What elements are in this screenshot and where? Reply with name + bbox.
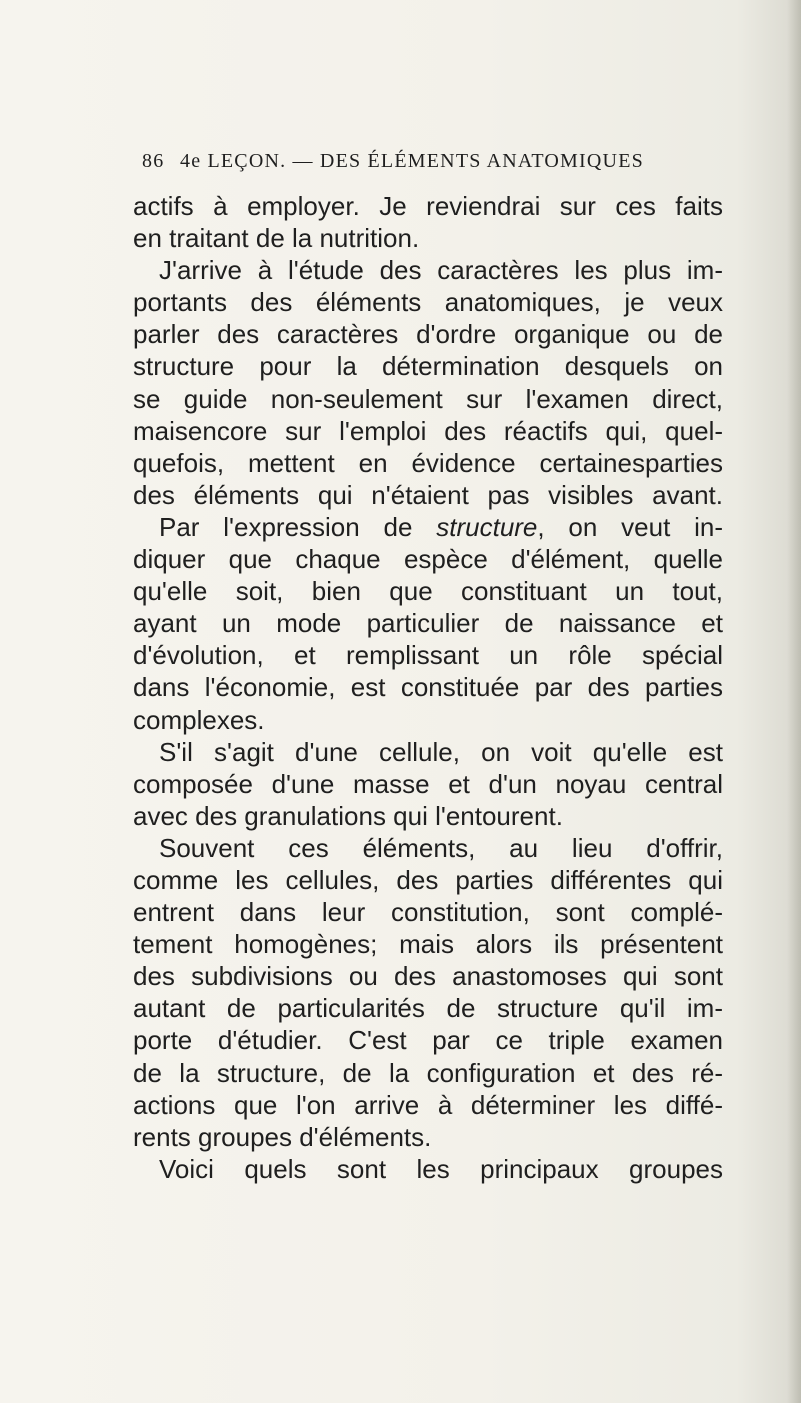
text-line: avec des granulations qui l'entourent. [133, 800, 563, 831]
text-line: structure pour la détermination desquels on [133, 351, 723, 382]
text-line: rents groupes d'éléments. [133, 1121, 432, 1152]
text-line: quefois, mettent en évidence certainesparties [133, 447, 723, 478]
running-title: 4e LEÇON. — DES ÉLÉMENTS ANATOMIQUES [180, 150, 644, 172]
text-line: Voici quels sont les principaux groupes [159, 1153, 723, 1184]
page-number: 86 [142, 150, 165, 172]
italic-term: structure [436, 511, 538, 542]
body-text [133, 190, 723, 1185]
text-line: en traitant de la nutrition. [133, 223, 420, 254]
text-line: maisencore sur l'emploi des réactifs qui, quel- [133, 415, 723, 446]
text-line: de la structure, de la configuration et des ré- [133, 1057, 723, 1088]
text-line: J'arrive à l'étude des caractères les plus im- [159, 255, 723, 286]
text-line: se guide non-seulement sur l'examen direct, [133, 383, 723, 414]
text-line: portants des éléments anatomiques, je veux [133, 287, 723, 318]
text-line: complexes. [133, 704, 265, 735]
text-line: ayant un mode particulier de naissance et [133, 608, 723, 639]
running-head [142, 150, 702, 180]
text-segment: , on veut in- [537, 511, 723, 542]
text-line: entrent dans leur constitution, sont complé- [133, 897, 723, 928]
text-line: des subdivisions ou des anastomoses qui sont [133, 961, 723, 992]
text-line: porte d'étudier. C'est par ce triple examen [133, 1025, 723, 1056]
text-line: Souvent ces éléments, au lieu d'offrir, [159, 832, 723, 863]
text-line: tement homogènes; mais alors ils présentent [133, 929, 723, 960]
text-line: composée d'une masse et d'un noyau central [133, 768, 723, 799]
text-line: comme les cellules, des parties différentes qui [133, 864, 723, 895]
text-line: d'évolution, et remplissant un rôle spécial [133, 640, 723, 671]
text-line: actifs à employer. Je reviendrai sur ces faits [133, 191, 723, 221]
text-line: actions que l'on arrive à déterminer les diffé- [133, 1089, 723, 1120]
text-line: diquer que chaque espèce d'élément, quelle [133, 544, 723, 575]
text-line: S'il s'agit d'une cellule, on voit qu'elle est [159, 736, 723, 767]
text-line: qu'elle soit, bien que constituant un tout, [133, 576, 723, 607]
text-segment: Par l'expression de [159, 511, 413, 542]
page-edge-shadow [787, 0, 801, 1403]
text-line [133, 511, 723, 543]
text-line: dans l'économie, est constituée par des parties [133, 672, 723, 703]
text-line: des éléments qui n'étaient pas visibles avant. [133, 479, 723, 510]
text-line: autant de particularités de structure qu'il im- [133, 993, 723, 1024]
text-line: parler des caractères d'ordre organique ou de [133, 319, 723, 350]
